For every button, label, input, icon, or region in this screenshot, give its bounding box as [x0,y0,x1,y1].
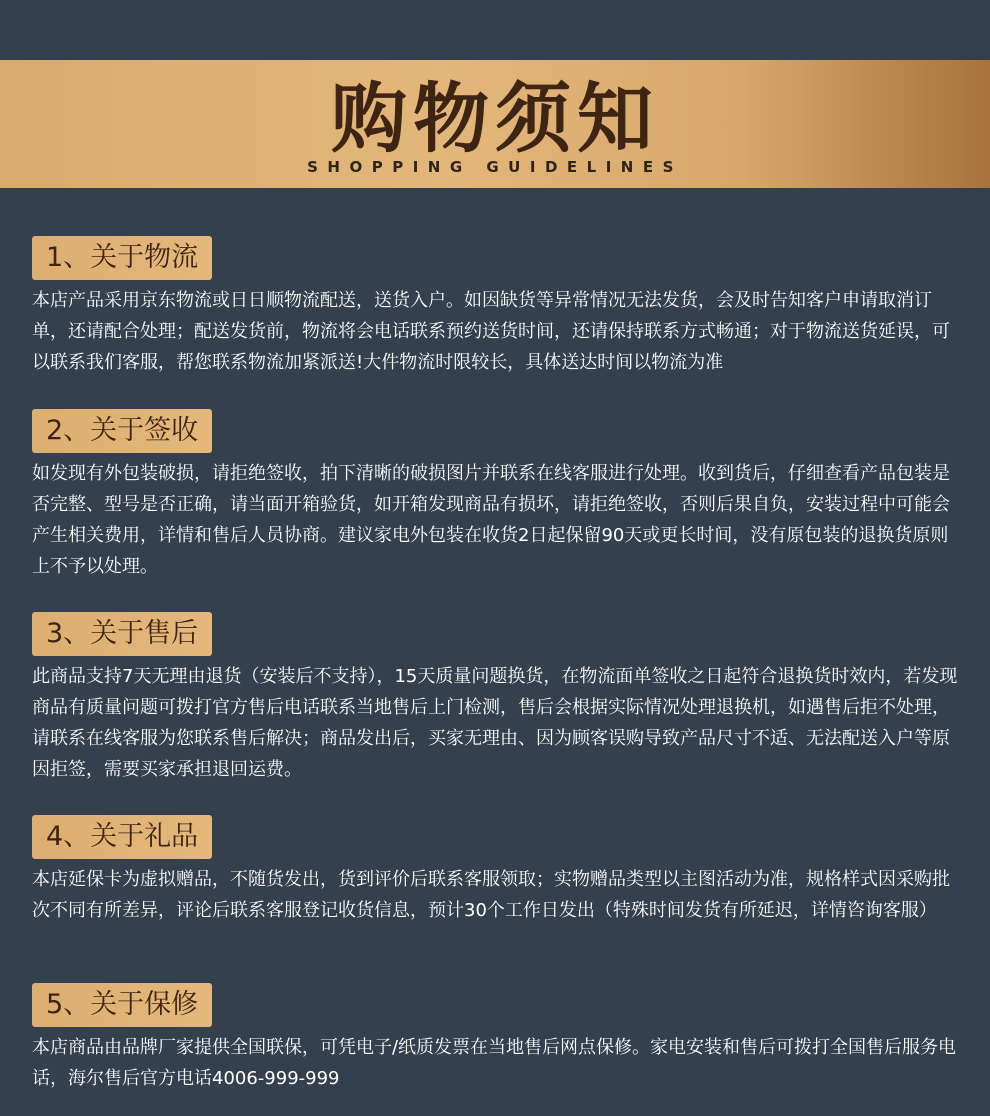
section-receipt [32,409,962,582]
section-gifts [32,815,962,926]
section-heading: 5、关于保修 [32,983,212,1027]
section-heading: 2、关于签收 [32,409,212,453]
section-logistics [32,236,962,378]
section-after-sales [32,612,962,785]
section-text: 如发现有外包装破损，请拒绝签收，拍下清晰的破损图片并联系在线客服进行处理。收到货后，仔细查看产品包装是否完整、型号是否正确，请当面开箱验货，如开箱发现商品有损坏，请拒绝签收，否则后果自负，安装过程中可能会产生相关费用，详情和售后人员协商。建议家电外包装在收货2日起保留90天或更长时间，没有原包装的退换货原则上不予以处理。 [32,463,950,577]
header-banner [0,60,990,188]
banner-title: 购物须知 [331,74,659,163]
section-text: 本店产品采用京东物流或日日顺物流配送，送货入户。如因缺货等异常情况无法发货，会及时告知客户申请取消订单，还请配合处理；配送发货前，物流将会电话联系预约送货时间，还请保持联系方式畅通；对于物流送货延误，可以联系我们客服，帮您联系物流加紧派送!大件物流时限较长，具体送达时间以物流为准 [32,290,950,373]
section-heading: 4、关于礼品 [32,815,212,859]
section-text: 本店延保卡为虚拟赠品，不随货发出，货到评价后联系客服领取；实物赠品类型以主图活动为准，规格样式因采购批次不同有所差异，评论后联系客服登记收货信息，预计30个工作日发出（特殊时间发货有所延迟，详情咨询客服） [32,869,950,921]
section-warranty [32,983,962,1094]
banner-subtitle: SHOPPING GUIDELINES [307,158,683,176]
section-heading: 3、关于售后 [32,612,212,656]
section-text: 此商品支持7天无理由退货（安装后不支持），15天质量问题换货，在物流面单签收之日起符合退换货时效内，若发现商品有质量问题可拨打官方售后电话联系当地售后上门检测，售后会根据实际情况处理退换机，如遇售后拒不处理，请联系在线客服为您联系售后解决；商品发出后，买家无理由、因为顾客误购导致产品尺寸不适、无法配送入户等原因拒签，需要买家承担退回运费。 [32,666,958,780]
section-text: 本店商品由品牌厂家提供全国联保，可凭电子/纸质发票在当地售后网点保修。家电安装和售后可拨打全国售后服务电话，海尔售后官方电话4006-999-999 [32,1037,957,1089]
section-heading: 1、关于物流 [32,236,212,280]
